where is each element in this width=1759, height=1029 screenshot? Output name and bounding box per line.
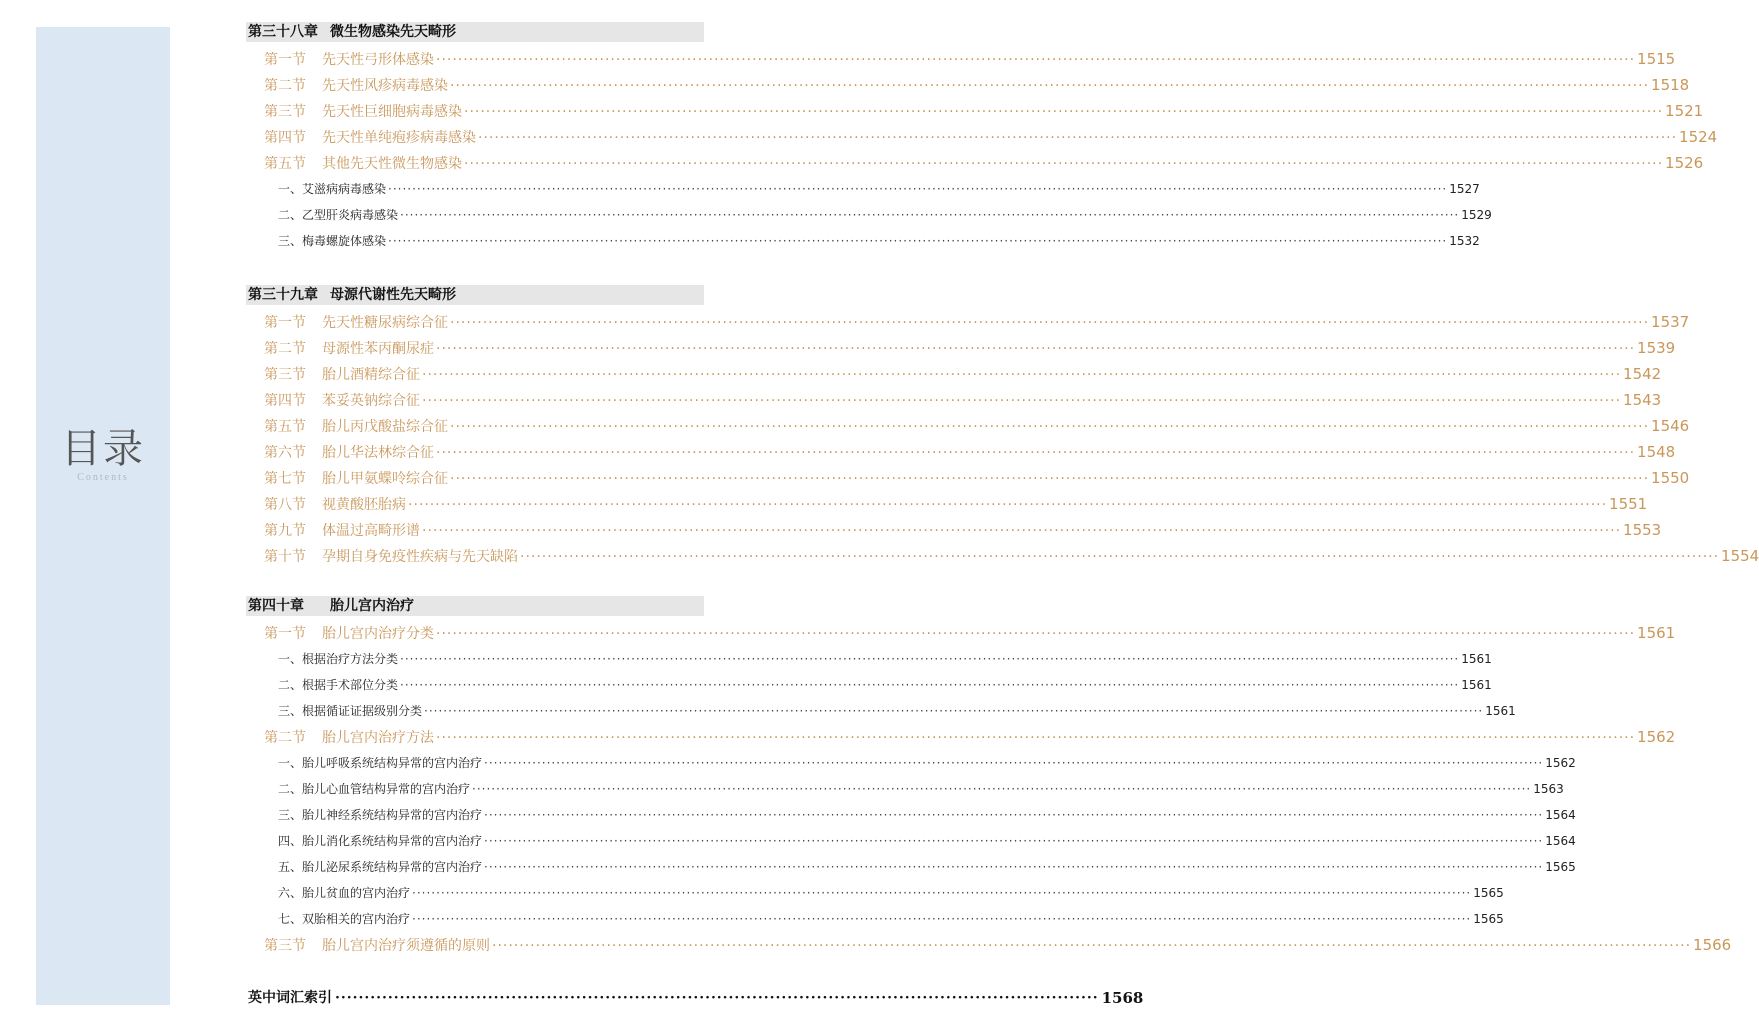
leader-dots: ····························································································································································································································: [412, 886, 1472, 900]
chapter-number: 第三十九章: [248, 287, 318, 303]
page-number: 1565: [1473, 912, 1504, 926]
leader-dots: ····························································································································································································································: [484, 834, 1544, 848]
page-number: 1521: [1665, 102, 1704, 120]
leader-dots: ····························································································································································································································: [436, 626, 1636, 642]
toc-section-entry[interactable]: [246, 309, 1690, 335]
page-number: 1546: [1651, 417, 1690, 435]
toc-section-entry[interactable]: [246, 413, 1690, 439]
page-number: 1550: [1651, 469, 1690, 487]
toc-subsection-entry[interactable]: [246, 698, 1516, 724]
subsection-title: 七、双胎相关的宫内治疗: [278, 912, 411, 926]
index-entry-title: 英中词汇索引: [248, 990, 332, 1006]
leader-dots: ····························································································································································································································: [478, 130, 1678, 146]
page-number: 1529: [1461, 208, 1492, 222]
page-number: 1548: [1637, 443, 1676, 461]
leader-dots: ····························································································································································································································: [484, 860, 1544, 874]
leader-dots: ····························································································································································································································: [436, 445, 1636, 461]
section-title: 苯妥英钠综合征: [322, 393, 420, 409]
page-number: 1539: [1637, 339, 1676, 357]
section-label: 第六节: [264, 445, 306, 461]
chapter-title: 胎儿宫内治疗: [330, 598, 414, 614]
subsection-title: 一、胎儿呼吸系统结构异常的宫内治疗: [278, 756, 483, 770]
toc-section-entry[interactable]: [246, 439, 1676, 465]
leader-dots: ····························································································································································································································: [400, 678, 1460, 692]
leader-dots: ····························································································································································································································: [520, 549, 1720, 565]
toc-section-entry[interactable]: [246, 517, 1662, 543]
leader-dots: ····························································································································································································································: [424, 704, 1484, 718]
section-title: 孕期自身免疫性疾病与先天缺陷: [322, 549, 518, 565]
section-label: 第五节: [264, 156, 306, 172]
section-label: 第七节: [264, 471, 306, 487]
leader-dots: ··································································································································: [335, 990, 1099, 1006]
page-number: 1561: [1637, 624, 1676, 642]
section-label: 第一节: [264, 626, 306, 642]
subsection-title: 五、胎儿泌尿系统结构异常的宫内治疗: [278, 860, 483, 874]
section-title: 胎儿宫内治疗方法: [322, 730, 434, 746]
section-title: 视黄酸胚胎病: [322, 497, 406, 513]
page-number: 1553: [1623, 521, 1662, 539]
chapter-heading: [246, 285, 704, 305]
leader-dots: ····························································································································································································································: [450, 315, 1650, 331]
toc-section-entry[interactable]: [246, 150, 1704, 176]
section-title: 胎儿宫内治疗分类: [322, 626, 434, 642]
leader-dots: ····························································································································································································································: [484, 756, 1544, 770]
chapter-title: 母源代谢性先天畸形: [330, 287, 456, 303]
page-number: 1566: [1693, 936, 1732, 954]
page-number: 1527: [1449, 182, 1480, 196]
section-label: 第五节: [264, 419, 306, 435]
toc-section-entry[interactable]: [246, 46, 1676, 72]
section-title: 先天性巨细胞病毒感染: [322, 104, 462, 120]
toc-subsection-entry[interactable]: [246, 672, 1492, 698]
page-number: 1564: [1545, 808, 1576, 822]
section-label: 第一节: [264, 52, 306, 68]
section-title: 胎儿华法林综合征: [322, 445, 434, 461]
section-label: 第三节: [264, 938, 306, 954]
page-number: 1543: [1623, 391, 1662, 409]
leader-dots: ····························································································································································································································: [492, 938, 1692, 954]
toc-subsection-entry[interactable]: [246, 776, 1564, 802]
page-number: 1524: [1679, 128, 1718, 146]
toc-section-entry[interactable]: [246, 465, 1690, 491]
index-entry[interactable]: [246, 987, 1144, 1009]
page-number: 1562: [1637, 728, 1676, 746]
page-number: 1565: [1545, 860, 1576, 874]
leader-dots: ····························································································································································································································: [388, 234, 1448, 248]
section-label: 第二节: [264, 78, 306, 94]
leader-dots: ····························································································································································································································: [408, 497, 1608, 513]
index-entry-page: 1568: [1101, 989, 1144, 1007]
toc-section-entry[interactable]: [246, 724, 1676, 750]
section-label: 第十节: [264, 549, 306, 565]
page-number: 1561: [1485, 704, 1516, 718]
subsection-title: 三、梅毒螺旋体感染: [278, 234, 387, 248]
section-label: 第三节: [264, 367, 306, 383]
leader-dots: ····························································································································································································································: [436, 341, 1636, 357]
page-number: 1542: [1623, 365, 1662, 383]
section-title: 体温过高畸形谱: [322, 523, 420, 539]
page-number: 1563: [1533, 782, 1564, 796]
leader-dots: ····························································································································································································································: [388, 182, 1448, 196]
toc-subsection-entry[interactable]: [246, 228, 1480, 254]
section-title: 胎儿甲氨蝶呤综合征: [322, 471, 448, 487]
sidebar-panel: [36, 27, 170, 1005]
toc-subsection-entry[interactable]: [246, 854, 1576, 880]
toc-section-entry[interactable]: [246, 335, 1676, 361]
leader-dots: ····························································································································································································································: [450, 471, 1650, 487]
section-title: 先天性风疹病毒感染: [322, 78, 448, 94]
page-number: 1564: [1545, 834, 1576, 848]
section-title: 其他先天性微生物感染: [322, 156, 462, 172]
toc-section-entry[interactable]: [246, 387, 1662, 413]
subsection-title: 二、胎儿心血管结构异常的宫内治疗: [278, 782, 471, 796]
leader-dots: ····························································································································································································································: [400, 652, 1460, 666]
toc-section-entry[interactable]: [246, 491, 1648, 517]
page-number: 1515: [1637, 50, 1676, 68]
subsection-title: 六、胎儿贫血的宫内治疗: [278, 886, 411, 900]
chapter-number: 第四十章: [248, 598, 304, 614]
page-number: 1518: [1651, 76, 1690, 94]
page-number: 1554: [1721, 547, 1759, 565]
subsection-title: 一、根据治疗方法分类: [278, 652, 399, 666]
toc-subsection-entry[interactable]: [246, 646, 1492, 672]
leader-dots: ····························································································································································································································: [422, 367, 1622, 383]
page-number: 1532: [1449, 234, 1480, 248]
leader-dots: ····························································································································································································································: [450, 419, 1650, 435]
leader-dots: ····························································································································································································································: [464, 156, 1664, 172]
toc-section-entry[interactable]: [246, 932, 1732, 958]
chapter-title: 微生物感染先天畸形: [330, 24, 456, 40]
section-label: 第二节: [264, 730, 306, 746]
subsection-title: 二、根据手术部位分类: [278, 678, 399, 692]
toc-section-entry[interactable]: [246, 361, 1662, 387]
section-label: 第八节: [264, 497, 306, 513]
section-title: 先天性糖尿病综合征: [322, 315, 448, 331]
section-title: 胎儿丙戊酸盐综合征: [322, 419, 448, 435]
section-title: 胎儿宫内治疗须遵循的原则: [322, 938, 490, 954]
section-title: 胎儿酒精综合征: [322, 367, 420, 383]
contents-subtitle: Contents: [77, 472, 129, 483]
toc-subsection-entry[interactable]: [246, 202, 1492, 228]
section-title: 母源性苯丙酮尿症: [322, 341, 434, 357]
leader-dots: ····························································································································································································································: [472, 782, 1532, 796]
page-number: 1562: [1545, 756, 1576, 770]
toc-subsection-entry[interactable]: [246, 802, 1576, 828]
toc-section-entry[interactable]: [246, 124, 1718, 150]
page-number: 1537: [1651, 313, 1690, 331]
section-title: 先天性弓形体感染: [322, 52, 434, 68]
toc-subsection-entry[interactable]: [246, 176, 1480, 202]
toc-section-entry[interactable]: [246, 72, 1690, 98]
subsection-title: 二、乙型肝炎病毒感染: [278, 208, 399, 222]
page-number: 1561: [1461, 678, 1492, 692]
leader-dots: ····························································································································································································································: [400, 208, 1460, 222]
subsection-title: 三、根据循证证据级别分类: [278, 704, 423, 718]
toc-subsection-entry[interactable]: [246, 906, 1504, 932]
chapter-heading: [246, 596, 704, 616]
contents-title: 目录: [61, 426, 145, 472]
subsection-title: 四、胎儿消化系统结构异常的宫内治疗: [278, 834, 483, 848]
toc-section-entry[interactable]: [246, 543, 1759, 569]
chapter-number: 第三十八章: [248, 24, 318, 40]
toc-section-entry[interactable]: [246, 98, 1704, 124]
page-number: 1565: [1473, 886, 1504, 900]
page-number: 1551: [1609, 495, 1648, 513]
page-number: 1561: [1461, 652, 1492, 666]
chapter-heading: [246, 22, 704, 42]
section-label: 第四节: [264, 130, 306, 146]
toc-subsection-entry[interactable]: [246, 880, 1504, 906]
leader-dots: ····························································································································································································································: [436, 730, 1636, 746]
toc-subsection-entry[interactable]: [246, 828, 1576, 854]
leader-dots: ····························································································································································································································: [412, 912, 1472, 926]
section-label: 第九节: [264, 523, 306, 539]
leader-dots: ····························································································································································································································: [422, 393, 1622, 409]
section-label: 第三节: [264, 104, 306, 120]
leader-dots: ····························································································································································································································: [422, 523, 1622, 539]
leader-dots: ····························································································································································································································: [450, 78, 1650, 94]
toc-subsection-entry[interactable]: [246, 750, 1576, 776]
leader-dots: ····························································································································································································································: [436, 52, 1636, 68]
subsection-title: 一、艾滋病病毒感染: [278, 182, 387, 196]
section-label: 第一节: [264, 315, 306, 331]
subsection-title: 三、胎儿神经系统结构异常的宫内治疗: [278, 808, 483, 822]
section-label: 第四节: [264, 393, 306, 409]
page-number: 1526: [1665, 154, 1704, 172]
section-label: 第二节: [264, 341, 306, 357]
leader-dots: ····························································································································································································································: [464, 104, 1664, 120]
leader-dots: ····························································································································································································································: [484, 808, 1544, 822]
section-title: 先天性单纯疱疹病毒感染: [322, 130, 476, 146]
toc-section-entry[interactable]: [246, 620, 1676, 646]
